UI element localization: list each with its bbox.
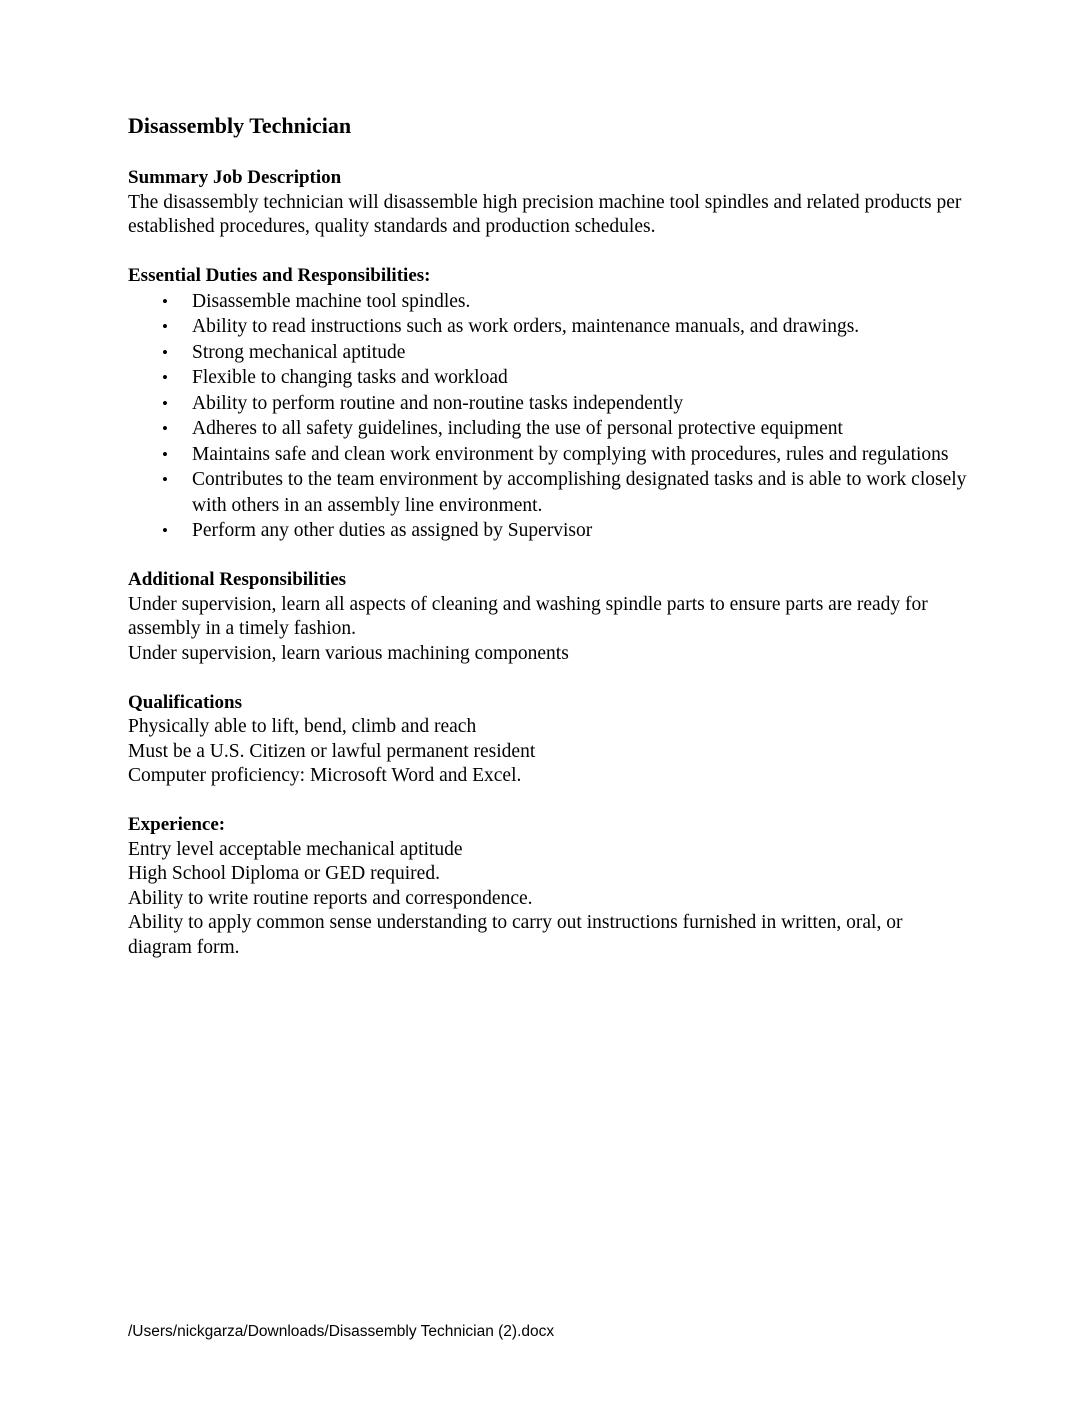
list-item [128,416,968,442]
additional-line: Under supervision, learn various machining components [128,642,569,664]
list-item [128,314,968,340]
summary-section [128,166,968,240]
bullet-icon: • [162,521,168,540]
duty-text: Ability to perform routine and non-routine tasks independently [192,392,684,414]
qualification-line: Computer proficiency: Microsoft Word and Excel. [128,765,522,786]
bullet-icon: • [162,291,168,311]
duty-text: Flexible to changing tasks and workload [192,367,508,388]
duty-text: Perform any other duties as assigned by Supervisor [192,520,593,541]
qualifications-heading: Qualifications [128,691,243,713]
list-item [128,391,968,417]
experience-line: Ability to write routine reports and correspondence. [128,887,533,909]
experience-section [128,813,968,960]
duty-text: Ability to read instructions such as work orders, maintenance manuals, and drawings. [192,316,860,337]
document-page [128,112,968,985]
additional-line: Under supervision, learn all aspects of cleaning and washing spindle parts to ensure parts are ready for assembly in a timely fashion. [128,593,928,639]
qualification-line: Must be a U.S. Citizen or lawful permanent resident [128,740,536,762]
list-item [128,442,968,468]
list-item [128,467,968,518]
experience-line: High School Diploma or GED required. [128,863,440,884]
duties-section [128,264,968,544]
duties-list [128,289,968,544]
additional-section [128,568,968,666]
duty-text: Contributes to the team environment by accomplishing designated tasks and is able to work closely with others in an assembly line environment. [192,469,967,516]
document-title: Disassembly Technician [128,113,352,138]
bullet-icon: • [162,470,168,489]
bullet-icon: • [162,342,168,362]
qualification-line: Physically able to lift, bend, climb and reach [128,716,477,737]
summary-text: The disassembly technician will disassemble high precision machine tool spindles and related products per established procedures, quality standards and production schedules. [128,191,962,237]
duty-text: Disassemble machine tool spindles. [192,290,471,312]
duties-heading: Essential Duties and Responsibilities: [128,265,431,286]
additional-heading: Additional Responsibilities [128,569,347,590]
list-item [128,365,968,391]
experience-line: Ability to apply common sense understanding to carry out instructions furnished in written, oral, or diagram form. [128,912,903,958]
bullet-icon: • [162,419,168,438]
qualifications-section [128,691,968,789]
duty-text: Maintains safe and clean work environment by complying with procedures, rules and regulations [192,443,949,465]
bullet-icon: • [162,317,168,336]
experience-heading: Experience: [128,814,226,835]
list-item [128,340,968,366]
bullet-icon: • [162,368,168,387]
list-item [128,518,968,544]
duty-text: Adheres to all safety guidelines, including the use of personal protective equipment [192,418,843,439]
experience-line: Entry level acceptable mechanical aptitude [128,838,463,860]
list-item [128,289,968,315]
footer-file-path: /Users/nickgarza/Downloads/Disassembly Technician (2).docx [128,1323,555,1340]
duty-text: Strong mechanical aptitude [192,341,406,363]
bullet-icon: • [162,393,168,413]
summary-heading: Summary Job Description [128,167,342,188]
bullet-icon: • [162,444,168,464]
